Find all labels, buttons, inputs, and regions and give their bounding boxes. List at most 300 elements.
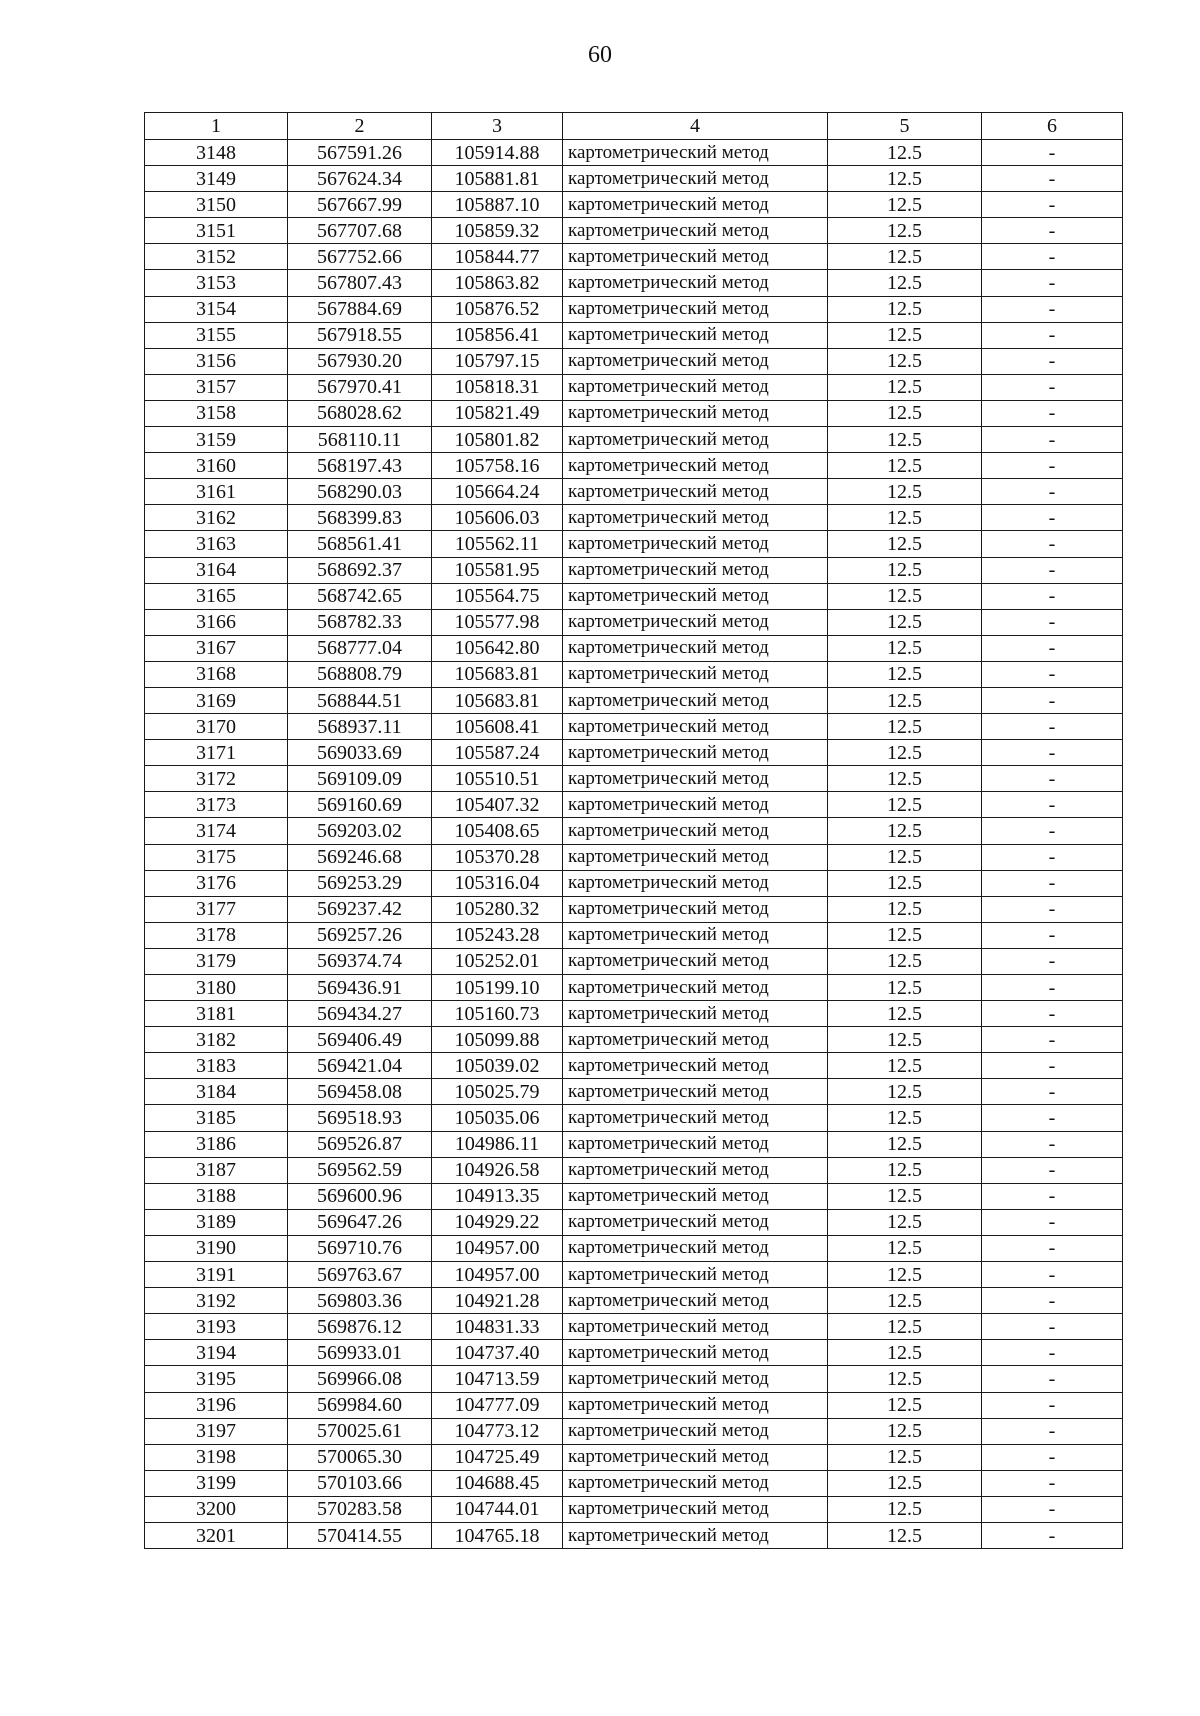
point-number-cell: 3161 <box>145 479 288 505</box>
x-coordinate-cell: 567667.99 <box>288 192 432 218</box>
table-row <box>145 975 1123 1001</box>
accuracy-cell: 12.5 <box>828 583 982 609</box>
header-col-5: 5 <box>828 113 982 140</box>
method-cell: картометрический метод <box>563 870 828 896</box>
table-row <box>145 635 1123 661</box>
point-number-cell: 3166 <box>145 609 288 635</box>
x-coordinate-cell: 568742.65 <box>288 583 432 609</box>
table-row <box>145 166 1123 192</box>
y-coordinate-cell: 104913.35 <box>432 1183 563 1209</box>
accuracy-cell: 12.5 <box>828 322 982 348</box>
y-coordinate-cell: 104737.40 <box>432 1340 563 1366</box>
point-number-cell: 3182 <box>145 1027 288 1053</box>
table-row <box>145 479 1123 505</box>
method-cell: картометрический метод <box>563 1001 828 1027</box>
y-coordinate-cell: 104713.59 <box>432 1366 563 1392</box>
note-cell: - <box>982 896 1123 922</box>
y-coordinate-cell: 105914.88 <box>432 140 563 166</box>
y-coordinate-cell: 105035.06 <box>432 1105 563 1131</box>
table-row <box>145 1392 1123 1418</box>
x-coordinate-cell: 568399.83 <box>288 505 432 531</box>
note-cell: - <box>982 1470 1123 1496</box>
accuracy-cell: 12.5 <box>828 1027 982 1053</box>
accuracy-cell: 12.5 <box>828 400 982 426</box>
x-coordinate-cell: 569109.09 <box>288 766 432 792</box>
y-coordinate-cell: 104831.33 <box>432 1314 563 1340</box>
y-coordinate-cell: 104773.12 <box>432 1418 563 1444</box>
note-cell: - <box>982 218 1123 244</box>
point-number-cell: 3155 <box>145 322 288 348</box>
method-cell: картометрический метод <box>563 948 828 974</box>
y-coordinate-cell: 105683.81 <box>432 687 563 713</box>
y-coordinate-cell: 105881.81 <box>432 166 563 192</box>
table-row <box>145 583 1123 609</box>
y-coordinate-cell: 105821.49 <box>432 400 563 426</box>
point-number-cell: 3150 <box>145 192 288 218</box>
accuracy-cell: 12.5 <box>828 1262 982 1288</box>
method-cell: картометрический метод <box>563 270 828 296</box>
point-number-cell: 3162 <box>145 505 288 531</box>
accuracy-cell: 12.5 <box>828 1183 982 1209</box>
y-coordinate-cell: 105280.32 <box>432 896 563 922</box>
table-row <box>145 1053 1123 1079</box>
accuracy-cell: 12.5 <box>828 1079 982 1105</box>
x-coordinate-cell: 567807.43 <box>288 270 432 296</box>
table-row <box>145 922 1123 948</box>
point-number-cell: 3176 <box>145 870 288 896</box>
point-number-cell: 3160 <box>145 453 288 479</box>
table-row <box>145 687 1123 713</box>
header-col-6: 6 <box>982 113 1123 140</box>
accuracy-cell: 12.5 <box>828 1209 982 1235</box>
x-coordinate-cell: 569160.69 <box>288 792 432 818</box>
method-cell: картометрический метод <box>563 479 828 505</box>
x-coordinate-cell: 569876.12 <box>288 1314 432 1340</box>
note-cell: - <box>982 635 1123 661</box>
y-coordinate-cell: 105160.73 <box>432 1001 563 1027</box>
x-coordinate-cell: 570283.58 <box>288 1496 432 1522</box>
table-row <box>145 1288 1123 1314</box>
y-coordinate-cell: 105408.65 <box>432 818 563 844</box>
method-cell: картометрический метод <box>563 1288 828 1314</box>
table-row <box>145 557 1123 583</box>
x-coordinate-cell: 569562.59 <box>288 1157 432 1183</box>
table-row <box>145 766 1123 792</box>
point-number-cell: 3157 <box>145 374 288 400</box>
accuracy-cell: 12.5 <box>828 687 982 713</box>
method-cell: картометрический метод <box>563 505 828 531</box>
point-number-cell: 3190 <box>145 1235 288 1261</box>
y-coordinate-cell: 105856.41 <box>432 322 563 348</box>
point-number-cell: 3199 <box>145 1470 288 1496</box>
method-cell: картометрический метод <box>563 296 828 322</box>
table-row <box>145 1235 1123 1261</box>
point-number-cell: 3200 <box>145 1496 288 1522</box>
method-cell: картометрический метод <box>563 896 828 922</box>
y-coordinate-cell: 104725.49 <box>432 1444 563 1470</box>
accuracy-cell: 12.5 <box>828 1053 982 1079</box>
note-cell: - <box>982 922 1123 948</box>
y-coordinate-cell: 104957.00 <box>432 1262 563 1288</box>
accuracy-cell: 12.5 <box>828 453 982 479</box>
header-col-1: 1 <box>145 113 288 140</box>
y-coordinate-cell: 105510.51 <box>432 766 563 792</box>
accuracy-cell: 12.5 <box>828 609 982 635</box>
accuracy-cell: 12.5 <box>828 1366 982 1392</box>
accuracy-cell: 12.5 <box>828 348 982 374</box>
note-cell: - <box>982 400 1123 426</box>
table-row <box>145 1157 1123 1183</box>
table-row <box>145 531 1123 557</box>
method-cell: картометрический метод <box>563 714 828 740</box>
x-coordinate-cell: 569436.91 <box>288 975 432 1001</box>
table-row <box>145 740 1123 766</box>
point-number-cell: 3164 <box>145 557 288 583</box>
point-number-cell: 3186 <box>145 1131 288 1157</box>
table-row <box>145 1209 1123 1235</box>
note-cell: - <box>982 1418 1123 1444</box>
x-coordinate-cell: 568692.37 <box>288 557 432 583</box>
x-coordinate-cell: 569257.26 <box>288 922 432 948</box>
table-row <box>145 1340 1123 1366</box>
method-cell: картометрический метод <box>563 166 828 192</box>
table-row <box>145 1418 1123 1444</box>
method-cell: картометрический метод <box>563 218 828 244</box>
point-number-cell: 3170 <box>145 714 288 740</box>
note-cell: - <box>982 374 1123 400</box>
table-row <box>145 140 1123 166</box>
table-row <box>145 818 1123 844</box>
point-number-cell: 3175 <box>145 844 288 870</box>
table-row <box>145 1496 1123 1522</box>
note-cell: - <box>982 1288 1123 1314</box>
table-row <box>145 1522 1123 1548</box>
method-cell: картометрический метод <box>563 374 828 400</box>
point-number-cell: 3151 <box>145 218 288 244</box>
method-cell: картометрический метод <box>563 400 828 426</box>
method-cell: картометрический метод <box>563 453 828 479</box>
method-cell: картометрический метод <box>563 687 828 713</box>
y-coordinate-cell: 105876.52 <box>432 296 563 322</box>
method-cell: картометрический метод <box>563 1157 828 1183</box>
x-coordinate-cell: 568561.41 <box>288 531 432 557</box>
note-cell: - <box>982 740 1123 766</box>
method-cell: картометрический метод <box>563 844 828 870</box>
point-number-cell: 3187 <box>145 1157 288 1183</box>
accuracy-cell: 12.5 <box>828 1001 982 1027</box>
method-cell: картометрический метод <box>563 1105 828 1131</box>
note-cell: - <box>982 1157 1123 1183</box>
accuracy-cell: 12.5 <box>828 479 982 505</box>
x-coordinate-cell: 567884.69 <box>288 296 432 322</box>
method-cell: картометрический метод <box>563 1418 828 1444</box>
note-cell: - <box>982 531 1123 557</box>
note-cell: - <box>982 766 1123 792</box>
table-row <box>145 244 1123 270</box>
note-cell: - <box>982 948 1123 974</box>
point-number-cell: 3201 <box>145 1522 288 1548</box>
point-number-cell: 3185 <box>145 1105 288 1131</box>
y-coordinate-cell: 104929.22 <box>432 1209 563 1235</box>
point-number-cell: 3153 <box>145 270 288 296</box>
point-number-cell: 3197 <box>145 1418 288 1444</box>
accuracy-cell: 12.5 <box>828 766 982 792</box>
table-row <box>145 896 1123 922</box>
note-cell: - <box>982 1209 1123 1235</box>
method-cell: картометрический метод <box>563 635 828 661</box>
y-coordinate-cell: 105758.16 <box>432 453 563 479</box>
accuracy-cell: 12.5 <box>828 948 982 974</box>
accuracy-cell: 12.5 <box>828 818 982 844</box>
note-cell: - <box>982 1314 1123 1340</box>
y-coordinate-cell: 105199.10 <box>432 975 563 1001</box>
x-coordinate-cell: 567752.66 <box>288 244 432 270</box>
note-cell: - <box>982 661 1123 687</box>
y-coordinate-cell: 105608.41 <box>432 714 563 740</box>
y-coordinate-cell: 105370.28 <box>432 844 563 870</box>
accuracy-cell: 12.5 <box>828 531 982 557</box>
note-cell: - <box>982 687 1123 713</box>
y-coordinate-cell: 105801.82 <box>432 427 563 453</box>
y-coordinate-cell: 104777.09 <box>432 1392 563 1418</box>
method-cell: картометрический метод <box>563 1262 828 1288</box>
point-number-cell: 3174 <box>145 818 288 844</box>
y-coordinate-cell: 105818.31 <box>432 374 563 400</box>
accuracy-cell: 12.5 <box>828 1105 982 1131</box>
y-coordinate-cell: 105316.04 <box>432 870 563 896</box>
header-col-4: 4 <box>563 113 828 140</box>
note-cell: - <box>982 140 1123 166</box>
method-cell: картометрический метод <box>563 1340 828 1366</box>
y-coordinate-cell: 105243.28 <box>432 922 563 948</box>
x-coordinate-cell: 569710.76 <box>288 1235 432 1261</box>
y-coordinate-cell: 104986.11 <box>432 1131 563 1157</box>
accuracy-cell: 12.5 <box>828 427 982 453</box>
accuracy-cell: 12.5 <box>828 270 982 296</box>
table-row <box>145 400 1123 426</box>
x-coordinate-cell: 569600.96 <box>288 1183 432 1209</box>
accuracy-cell: 12.5 <box>828 870 982 896</box>
note-cell: - <box>982 322 1123 348</box>
x-coordinate-cell: 567930.20 <box>288 348 432 374</box>
x-coordinate-cell: 567624.34 <box>288 166 432 192</box>
x-coordinate-cell: 568028.62 <box>288 400 432 426</box>
accuracy-cell: 12.5 <box>828 661 982 687</box>
point-number-cell: 3189 <box>145 1209 288 1235</box>
accuracy-cell: 12.5 <box>828 244 982 270</box>
accuracy-cell: 12.5 <box>828 1418 982 1444</box>
coordinates-table <box>144 112 1123 1549</box>
table-header-row <box>145 113 1123 140</box>
note-cell: - <box>982 1522 1123 1548</box>
table-row <box>145 270 1123 296</box>
y-coordinate-cell: 105099.88 <box>432 1027 563 1053</box>
method-cell: картометрический метод <box>563 740 828 766</box>
x-coordinate-cell: 569421.04 <box>288 1053 432 1079</box>
x-coordinate-cell: 568782.33 <box>288 609 432 635</box>
x-coordinate-cell: 570103.66 <box>288 1470 432 1496</box>
method-cell: картометрический метод <box>563 140 828 166</box>
method-cell: картометрический метод <box>563 531 828 557</box>
accuracy-cell: 12.5 <box>828 896 982 922</box>
accuracy-cell: 12.5 <box>828 166 982 192</box>
note-cell: - <box>982 818 1123 844</box>
accuracy-cell: 12.5 <box>828 374 982 400</box>
y-coordinate-cell: 105581.95 <box>432 557 563 583</box>
table-row <box>145 948 1123 974</box>
table-row <box>145 1027 1123 1053</box>
point-number-cell: 3156 <box>145 348 288 374</box>
point-number-cell: 3178 <box>145 922 288 948</box>
method-cell: картометрический метод <box>563 1209 828 1235</box>
note-cell: - <box>982 557 1123 583</box>
note-cell: - <box>982 1079 1123 1105</box>
method-cell: картометрический метод <box>563 1366 828 1392</box>
y-coordinate-cell: 105252.01 <box>432 948 563 974</box>
method-cell: картометрический метод <box>563 975 828 1001</box>
accuracy-cell: 12.5 <box>828 1496 982 1522</box>
point-number-cell: 3195 <box>145 1366 288 1392</box>
method-cell: картометрический метод <box>563 427 828 453</box>
accuracy-cell: 12.5 <box>828 1522 982 1548</box>
method-cell: картометрический метод <box>563 792 828 818</box>
note-cell: - <box>982 1262 1123 1288</box>
method-cell: картометрический метод <box>563 1522 828 1548</box>
point-number-cell: 3196 <box>145 1392 288 1418</box>
y-coordinate-cell: 105664.24 <box>432 479 563 505</box>
x-coordinate-cell: 569518.93 <box>288 1105 432 1131</box>
table-row <box>145 1262 1123 1288</box>
accuracy-cell: 12.5 <box>828 1444 982 1470</box>
x-coordinate-cell: 568844.51 <box>288 687 432 713</box>
x-coordinate-cell: 569374.74 <box>288 948 432 974</box>
y-coordinate-cell: 105039.02 <box>432 1053 563 1079</box>
x-coordinate-cell: 569458.08 <box>288 1079 432 1105</box>
method-cell: картометрический метод <box>563 1131 828 1157</box>
point-number-cell: 3177 <box>145 896 288 922</box>
y-coordinate-cell: 105863.82 <box>432 270 563 296</box>
note-cell: - <box>982 453 1123 479</box>
x-coordinate-cell: 569763.67 <box>288 1262 432 1288</box>
table-row <box>145 870 1123 896</box>
x-coordinate-cell: 568290.03 <box>288 479 432 505</box>
x-coordinate-cell: 569984.60 <box>288 1392 432 1418</box>
table-row <box>145 1314 1123 1340</box>
x-coordinate-cell: 570414.55 <box>288 1522 432 1548</box>
note-cell: - <box>982 1235 1123 1261</box>
method-cell: картометрический метод <box>563 192 828 218</box>
method-cell: картометрический метод <box>563 1392 828 1418</box>
note-cell: - <box>982 1444 1123 1470</box>
table-row <box>145 296 1123 322</box>
table-row <box>145 192 1123 218</box>
table-row <box>145 1470 1123 1496</box>
accuracy-cell: 12.5 <box>828 505 982 531</box>
y-coordinate-cell: 105642.80 <box>432 635 563 661</box>
y-coordinate-cell: 104765.18 <box>432 1522 563 1548</box>
point-number-cell: 3198 <box>145 1444 288 1470</box>
method-cell: картометрический метод <box>563 1314 828 1340</box>
table-row <box>145 1079 1123 1105</box>
note-cell: - <box>982 505 1123 531</box>
point-number-cell: 3168 <box>145 661 288 687</box>
point-number-cell: 3172 <box>145 766 288 792</box>
point-number-cell: 3158 <box>145 400 288 426</box>
note-cell: - <box>982 244 1123 270</box>
header-col-2: 2 <box>288 113 432 140</box>
note-cell: - <box>982 583 1123 609</box>
accuracy-cell: 12.5 <box>828 922 982 948</box>
x-coordinate-cell: 569647.26 <box>288 1209 432 1235</box>
method-cell: картометрический метод <box>563 557 828 583</box>
accuracy-cell: 12.5 <box>828 1157 982 1183</box>
table-row <box>145 348 1123 374</box>
method-cell: картометрический метод <box>563 661 828 687</box>
table-row <box>145 322 1123 348</box>
point-number-cell: 3173 <box>145 792 288 818</box>
point-number-cell: 3152 <box>145 244 288 270</box>
x-coordinate-cell: 569966.08 <box>288 1366 432 1392</box>
y-coordinate-cell: 104744.01 <box>432 1496 563 1522</box>
method-cell: картометрический метод <box>563 1470 828 1496</box>
table-row <box>145 427 1123 453</box>
note-cell: - <box>982 1131 1123 1157</box>
note-cell: - <box>982 1053 1123 1079</box>
table-row <box>145 1105 1123 1131</box>
y-coordinate-cell: 105887.10 <box>432 192 563 218</box>
x-coordinate-cell: 568197.43 <box>288 453 432 479</box>
y-coordinate-cell: 105606.03 <box>432 505 563 531</box>
note-cell: - <box>982 844 1123 870</box>
accuracy-cell: 12.5 <box>828 218 982 244</box>
point-number-cell: 3188 <box>145 1183 288 1209</box>
y-coordinate-cell: 105562.11 <box>432 531 563 557</box>
page-number: 60 <box>588 42 612 68</box>
point-number-cell: 3181 <box>145 1001 288 1027</box>
method-cell: картометрический метод <box>563 766 828 792</box>
x-coordinate-cell: 569434.27 <box>288 1001 432 1027</box>
x-coordinate-cell: 568110.11 <box>288 427 432 453</box>
point-number-cell: 3154 <box>145 296 288 322</box>
table-body <box>145 113 1123 1549</box>
accuracy-cell: 12.5 <box>828 975 982 1001</box>
y-coordinate-cell: 105683.81 <box>432 661 563 687</box>
point-number-cell: 3148 <box>145 140 288 166</box>
note-cell: - <box>982 1366 1123 1392</box>
accuracy-cell: 12.5 <box>828 714 982 740</box>
x-coordinate-cell: 570065.30 <box>288 1444 432 1470</box>
method-cell: картометрический метод <box>563 322 828 348</box>
table-row <box>145 374 1123 400</box>
x-coordinate-cell: 569033.69 <box>288 740 432 766</box>
note-cell: - <box>982 1496 1123 1522</box>
table-row <box>145 1131 1123 1157</box>
x-coordinate-cell: 570025.61 <box>288 1418 432 1444</box>
method-cell: картометрический метод <box>563 1183 828 1209</box>
method-cell: картометрический метод <box>563 348 828 374</box>
note-cell: - <box>982 166 1123 192</box>
method-cell: картометрический метод <box>563 244 828 270</box>
y-coordinate-cell: 104688.45 <box>432 1470 563 1496</box>
note-cell: - <box>982 714 1123 740</box>
y-coordinate-cell: 105025.79 <box>432 1079 563 1105</box>
point-number-cell: 3167 <box>145 635 288 661</box>
point-number-cell: 3184 <box>145 1079 288 1105</box>
y-coordinate-cell: 105577.98 <box>432 609 563 635</box>
x-coordinate-cell: 568937.11 <box>288 714 432 740</box>
point-number-cell: 3191 <box>145 1262 288 1288</box>
note-cell: - <box>982 792 1123 818</box>
